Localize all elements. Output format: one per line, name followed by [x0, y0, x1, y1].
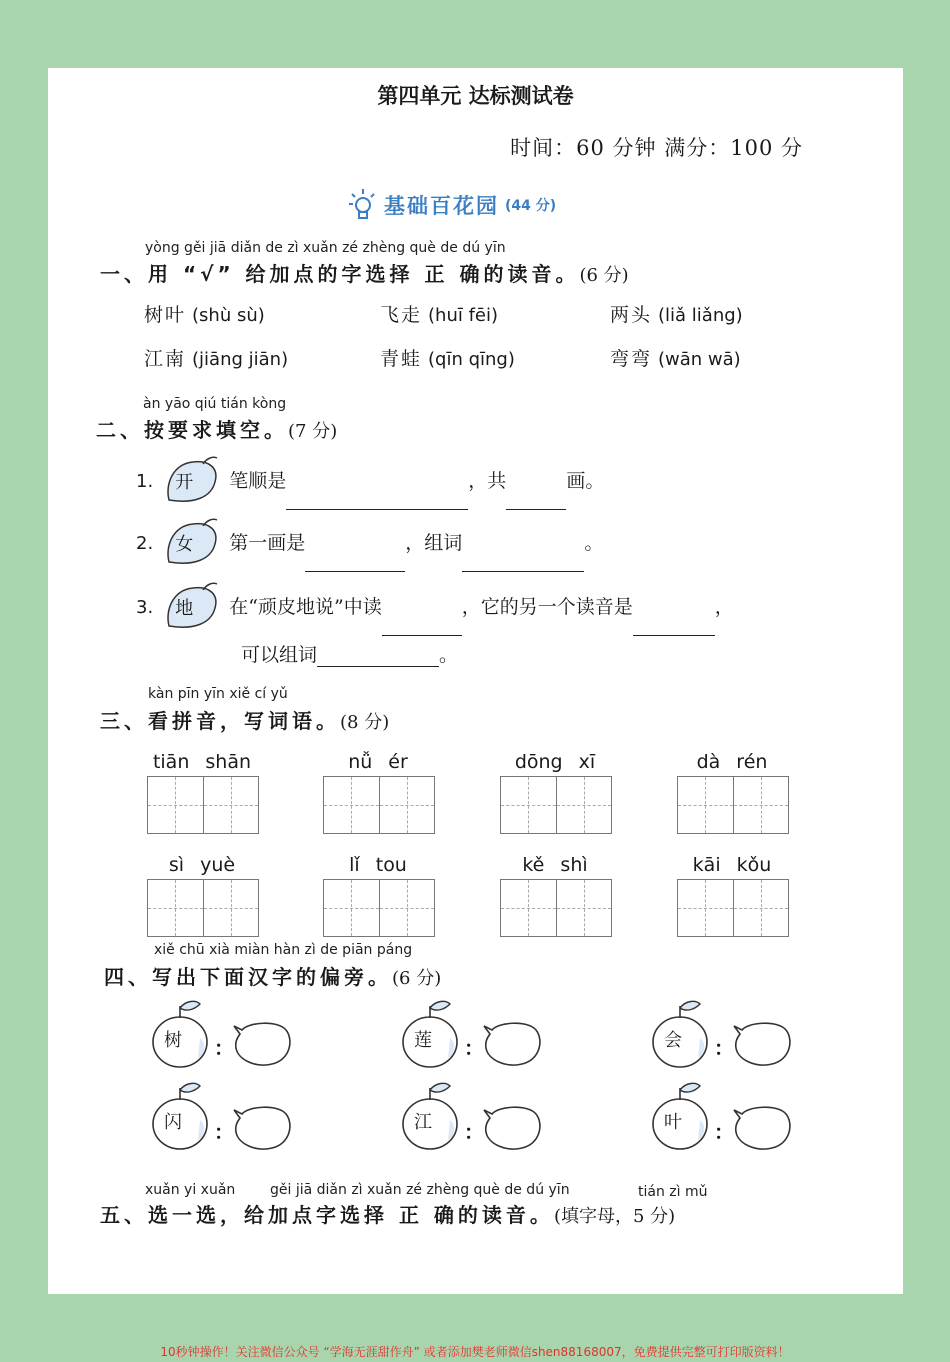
- q1-item: [380, 344, 515, 371]
- q1-score: (6 分): [579, 265, 629, 286]
- q2-text: 第一画是: [229, 532, 306, 554]
- q1-heading-text: 一、用 “√” 给加点的字选择 正 确的读音。: [100, 262, 580, 286]
- q1-item: [610, 300, 743, 327]
- answer-bubble[interactable]: [232, 1020, 294, 1068]
- writing-grid[interactable]: [323, 776, 435, 834]
- apple-icon: [400, 1080, 464, 1144]
- q3-word-pinyin: dōng xī: [514, 751, 596, 773]
- q2-text: 画。: [566, 470, 605, 492]
- answer-bubble[interactable]: [482, 1104, 544, 1152]
- q5-pinyin-2: gěi jiā diǎn zì xuǎn zé zhèng què de dú yīn: [270, 1182, 570, 1198]
- leaf-icon: [159, 516, 223, 572]
- apple-icon: [650, 1080, 714, 1144]
- answer-bubble[interactable]: [732, 1020, 794, 1068]
- q3-pinyin: kàn pīn yīn xiě cí yǔ: [148, 686, 288, 702]
- worksheet-paper: [48, 68, 903, 1294]
- q1-options: (shù sù): [192, 305, 265, 326]
- q3-word-pinyin: lǐ tou: [349, 854, 407, 876]
- q1-heading: [100, 258, 629, 287]
- leaf-icon: [159, 580, 223, 636]
- q3-score: (8 分): [340, 712, 390, 733]
- writing-grid[interactable]: [500, 879, 612, 937]
- q3-word-pinyin: kě shì: [522, 854, 588, 876]
- answer-bubble[interactable]: [732, 1104, 794, 1152]
- page-title: 第四单元 达标测试卷: [377, 84, 574, 108]
- q4-heading: [104, 961, 441, 990]
- q3-heading: [100, 705, 389, 734]
- q1-options: (huī fēi): [428, 305, 499, 326]
- answer-blank[interactable]: [305, 553, 405, 572]
- answer-blank[interactable]: [317, 648, 439, 667]
- writing-grid[interactable]: [500, 776, 612, 834]
- q3-word-pinyin: tiān shān: [152, 751, 252, 773]
- leaf-char: 女: [175, 534, 194, 555]
- q1-options: (liǎ liǎng): [658, 305, 743, 326]
- q1-word: 树叶: [144, 304, 187, 326]
- banner-text: 基础百花园: [384, 194, 499, 218]
- answer-bubble[interactable]: [232, 1104, 294, 1152]
- q1-options: (jiāng jiān): [192, 349, 289, 370]
- apple-char: 叶: [664, 1112, 682, 1133]
- q1-options: (qīn qīng): [428, 349, 515, 370]
- q2-text: 笔顺是: [229, 470, 287, 492]
- q2-heading-text: 二、按要求填空。: [96, 418, 288, 442]
- q2-text: ，共: [468, 470, 507, 492]
- q3-word-pinyin: sì yuè: [168, 854, 236, 876]
- writing-grid[interactable]: [677, 776, 789, 834]
- colon: ：: [714, 1036, 734, 1060]
- colon: ：: [714, 1120, 734, 1144]
- q1-word: 飞走: [380, 304, 423, 326]
- q3-word-pinyin: dà rén: [696, 751, 768, 773]
- apple-icon: [650, 998, 714, 1062]
- apple-char: 莲: [414, 1030, 432, 1051]
- q2-text: ，它的另一个读音是: [461, 596, 633, 618]
- leaf-icon: [159, 454, 223, 510]
- q3-heading-text: 三、看拼音，写词语。: [100, 709, 340, 733]
- colon: ：: [214, 1120, 234, 1144]
- answer-blank[interactable]: [506, 491, 566, 510]
- q5-pinyin-3: tián zì mǔ: [638, 1184, 708, 1200]
- q5-pinyin-1: xuǎn yi xuǎn: [145, 1182, 236, 1198]
- lightbulb-icon: [348, 188, 378, 222]
- q1-word: 弯弯: [610, 348, 653, 370]
- q2-text: 。: [439, 644, 459, 666]
- apple-char: 树: [164, 1030, 182, 1051]
- footer-note: 10秒钟操作！关注微信公众号 “学海无涯甜作舟” 或者添加樊老师微信shen88168007，免费提供完整可打印版资料！: [160, 1345, 790, 1359]
- colon: ：: [464, 1120, 484, 1144]
- answer-blank[interactable]: [462, 553, 584, 572]
- q1-word: 两头: [610, 304, 653, 326]
- q2-score: (7 分): [288, 421, 338, 442]
- apple-icon: [150, 1080, 214, 1144]
- apple-char: 江: [414, 1112, 432, 1133]
- banner-score: (44 分): [505, 198, 557, 214]
- writing-grid[interactable]: [677, 879, 789, 937]
- q2-item-3: [136, 580, 734, 636]
- apple-char: 闪: [164, 1112, 182, 1133]
- q2-text: 可以组词: [241, 644, 318, 666]
- q2-number: 2.: [136, 533, 154, 554]
- colon: ：: [464, 1036, 484, 1060]
- apple-icon: [150, 998, 214, 1062]
- apple-icon: [400, 998, 464, 1062]
- q2-text: ，: [714, 596, 734, 618]
- q4-pinyin: xiě chū xià miàn hàn zì de piān páng: [154, 942, 413, 958]
- q1-item: [144, 300, 265, 327]
- q2-heading: [96, 414, 337, 443]
- q2-item-1: [136, 454, 604, 510]
- apple-char: 会: [664, 1030, 682, 1051]
- writing-grid[interactable]: [147, 879, 259, 937]
- q3-word-pinyin: kāi kǒu: [692, 854, 772, 876]
- answer-blank[interactable]: [633, 617, 715, 636]
- q1-item: [380, 300, 498, 327]
- answer-bubble[interactable]: [482, 1020, 544, 1068]
- writing-grid[interactable]: [147, 776, 259, 834]
- q4-score: (6 分): [392, 968, 442, 989]
- writing-grid[interactable]: [323, 879, 435, 937]
- leaf-char: 地: [175, 598, 194, 619]
- q1-pinyin: yòng gěi jiā diǎn de zì xuǎn zé zhèng què de dú yīn: [145, 240, 506, 256]
- time-info: 时间：60 分钟 满分：100 分: [510, 136, 803, 160]
- q5-heading-text: 五、选一选，给加点字选择 正 确的读音。: [100, 1203, 554, 1227]
- q2-item-2: [136, 516, 603, 572]
- answer-blank[interactable]: [382, 617, 462, 636]
- q2-item-3-cont: [241, 640, 458, 667]
- q5-score: (填字母，5 分): [553, 1206, 676, 1227]
- q2-number: 1.: [136, 471, 154, 492]
- q2-text: ，组词: [405, 532, 463, 554]
- q2-number: 3.: [136, 597, 154, 618]
- leaf-char: 开: [175, 472, 194, 493]
- q1-item: [144, 344, 288, 371]
- q1-word: 青蛙: [380, 348, 423, 370]
- q2-text: 。: [584, 532, 604, 554]
- colon: ：: [214, 1036, 234, 1060]
- section-banner: [348, 188, 556, 222]
- q1-word: 江南: [144, 348, 187, 370]
- q1-item: [610, 344, 741, 371]
- answer-blank[interactable]: [286, 491, 468, 510]
- q4-heading-text: 四、写出下面汉字的偏旁。: [104, 965, 392, 989]
- q2-pinyin: àn yāo qiú tián kòng: [143, 396, 287, 412]
- q3-word-pinyin: nǚ ér: [348, 751, 408, 773]
- q2-text: 在“顽皮地说”中读: [229, 596, 382, 618]
- q1-options: (wān wā): [658, 349, 741, 370]
- q5-heading: [100, 1199, 675, 1228]
